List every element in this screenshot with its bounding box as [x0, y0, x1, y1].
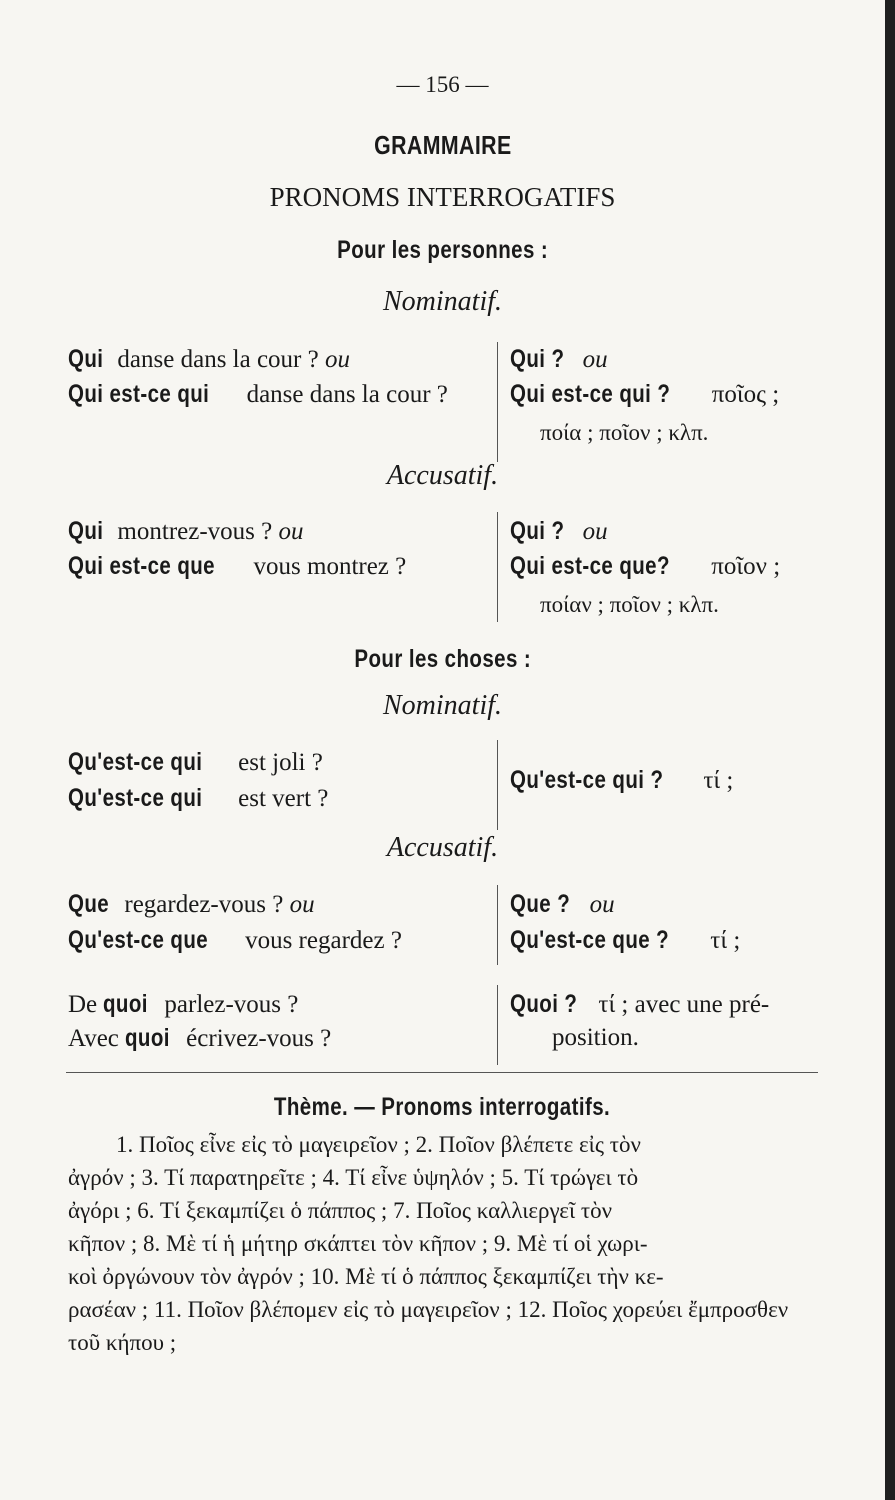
- theme-exercise: [68, 1128, 820, 1359]
- page-edge: [885, 0, 895, 1500]
- column-divider: [497, 740, 498, 830]
- column-divider: [497, 985, 498, 1065]
- answer-line: Quoi ? τί ; avec une pré-: [510, 990, 770, 1018]
- separator: [66, 1072, 818, 1073]
- heading-accusatif-things: Accusatif.: [386, 832, 499, 863]
- page-number: — 156 —: [396, 72, 489, 97]
- heading-persons: Pour les personnes :: [337, 236, 548, 264]
- example-line: De quoi parlez-vous ?: [68, 990, 299, 1018]
- example-line: Qu'est-ce que vous regardez ?: [68, 926, 402, 954]
- answer-line: Qui est-ce qui ? ποῖος ;: [510, 380, 780, 408]
- answer-line: position.: [552, 1024, 639, 1051]
- theme-line: ἀγρόν ; 3. Τί παρατηρεῖτε ; 4. Τί εἶνε ὑψηλόν ; 5. Τί τρώγει τὸ: [68, 1165, 639, 1190]
- answer-line: ποίαν ; ποῖον ; κλπ.: [540, 592, 719, 617]
- chapter-title: PRONOMS INTERROGATIFS: [269, 182, 616, 212]
- heading-nominatif-things: Nominatif.: [382, 690, 502, 721]
- answer-line: Qui est-ce que? ποῖον ;: [510, 552, 781, 580]
- answer-line: Qui ? ou: [510, 517, 608, 545]
- theme-line: ἀγόρι ; 6. Τί ξεκαμπίζει ὁ πάππος ; 7. Ποῖος καλλιεργεῖ τὸν: [68, 1198, 613, 1223]
- column-divider: [497, 512, 498, 622]
- example-line: Avec quoi écrivez-vous ?: [68, 1024, 332, 1052]
- theme-line: κοὶ ὀργώνουν τὸν ἀγρόν ; 10. Μὲ τί ὁ πάππος ξεκαμπίζει τὴν κε-: [68, 1264, 664, 1289]
- example-line: Qui est-ce que vous montrez ?: [68, 552, 407, 580]
- theme-line: ρασέαν ; 11. Ποῖον βλέπομεν εἰς τὸ μαγειρεῖον ; 12. Ποῖος χορεύει ἔμπροσθεν τοῦ κήπου ;: [68, 1297, 789, 1355]
- theme-line: κῆπον ; 8. Μὲ τί ἡ μήτηρ σκάπτει τὸν κῆπον ; 9. Μὲ τί οἱ χωρι-: [68, 1231, 648, 1256]
- example-line: Qui montrez-vous ? ou: [68, 517, 304, 545]
- theme-heading: Thème. — Pronoms interrogatifs.: [274, 1093, 611, 1121]
- heading-accusatif-persons: Accusatif.: [386, 460, 499, 491]
- theme-line: 1. Ποῖος εἶνε εἰς τὸ μαγειρεῖον ; 2. Ποῖον βλέπετε εἰς τὸν: [116, 1132, 641, 1157]
- answer-line: Qui ? ou: [510, 345, 608, 373]
- example-line: Qui est-ce qui danse dans la cour ?: [68, 380, 448, 408]
- column-divider: [497, 342, 498, 462]
- section-title: GRAMMAIRE: [373, 130, 512, 160]
- example-line: Qu'est-ce qui est vert ?: [68, 784, 329, 812]
- heading-things: Pour les choses :: [354, 645, 531, 673]
- column-divider: [497, 885, 498, 965]
- heading-nominatif-persons: Nominatif.: [382, 286, 502, 317]
- example-line: Qu'est-ce qui est joli ?: [68, 748, 323, 776]
- answer-line: Que ? ou: [510, 890, 615, 918]
- answer-line: Qu'est-ce qui ? τί ;: [510, 766, 734, 794]
- answer-line: Qu'est-ce que ? τί ;: [510, 926, 741, 954]
- answer-line: ποία ; ποῖον ; κλπ.: [540, 420, 709, 445]
- example-line: Que regardez-vous ? ou: [68, 890, 315, 918]
- example-line: Qui danse dans la cour ? ou: [68, 345, 350, 373]
